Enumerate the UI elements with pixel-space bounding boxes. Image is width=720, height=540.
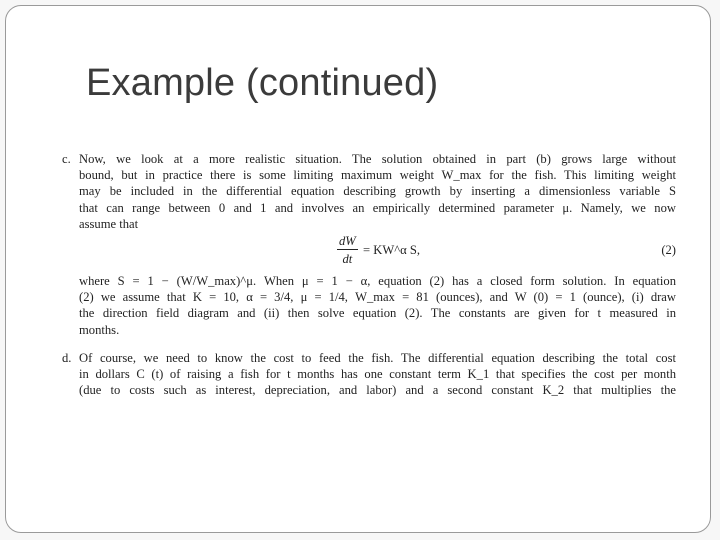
part-c-line-5: assume that [79, 216, 139, 231]
part-d-line-2: in dollars C (t) of raising a fish for t months has one constant term K_1 that specifies the cost per month [79, 367, 676, 382]
slide [5, 5, 711, 533]
fraction-numerator: dW [339, 234, 356, 249]
fraction-denominator: dt [342, 252, 353, 267]
part-c-after-line-1: where S = 1 − (W/W_max)^μ. When μ = 1 − α, equation (2) has a closed form solution. In equation [79, 274, 676, 289]
equation-2 [79, 234, 676, 270]
part-c-line-4: that can range between 0 and 1 and involves an empirically determined parameter μ. Namely, we now [79, 200, 676, 215]
part-c-line-2: bound, but in practice there is some limiting maximum weight W_max for the fish. This limiting weight [79, 168, 676, 183]
equation-fraction [337, 234, 358, 266]
slide-content [62, 151, 676, 398]
equation-number: (2) [661, 243, 676, 258]
part-d [62, 350, 676, 399]
part-d-label: d. [62, 350, 72, 365]
part-c [62, 151, 676, 338]
equation-rhs: = KW^α S, [363, 243, 421, 258]
part-d-line-3: (due to costs such as interest, depreciation, and labor) and a second constant K_2 that multiplies the [79, 383, 676, 398]
slide-title: Example (continued) [86, 62, 439, 104]
part-c-label: c. [62, 152, 71, 166]
part-c-line-1: Now, we look at a more realistic situation. The solution obtained in part (b) grows large without [79, 152, 676, 166]
part-c-after-line-3: the direction field diagram and (ii) then solve equation (2). The constants are given for t measured in [79, 306, 676, 321]
part-d-line-1: Of course, we need to know the cost to feed the fish. The differential equation describing the total cost [79, 350, 676, 365]
part-c-after-line-4: months. [79, 322, 120, 337]
part-c-after-line-2: (2) we assume that K = 10, α = 3/4, μ = 1/4, W_max = 81 (ounces), and W (0) = 1 (ounce), (i) draw [79, 290, 676, 305]
part-c-line-3: may be included in the differential equation describing growth by inserting a dimensionless variable S [79, 184, 676, 199]
